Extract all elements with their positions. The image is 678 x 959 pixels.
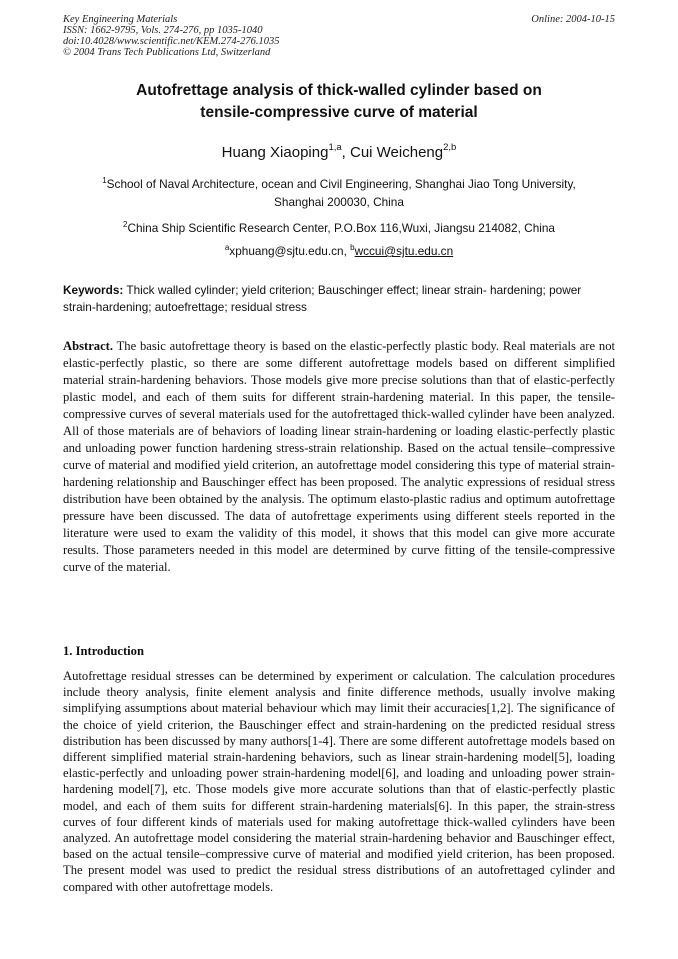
keywords [63, 282, 615, 315]
introduction-paragraph: Autofrettage residual stresses can be determined by experiment or calculation. The calculation procedures include theory analysis, finite element analysis and finite difference methods, usually involve making simplifying assumptions about material behaviour which may limit their accuracies[1,2]. The significance of the choice of yield criterion, the Bauschinger effect and strain-hardening on the predicted residual stress distribution has been discussed by many authors[1-4]. There are some different autofrettage models based on different simplified material strain-hardening behaviors, such as linear strain-hardening model[5], loading elastic-perfectly and unloading power strain-hardening model[6], and loading and unloading power strain-hardening model[7], etc. Those models give more accurate solutions than that of elastic-perfectly plastic model, and each of them suits for different strain-hardening materials[6]. In this paper, the strain-stress curves of four different kinds of materials used for making autofrettage thick-walled cylinders have been analyzed. An autofrettage model considering the material strain-hardening behavior and Bauschinger effect, based on the actual tensile–compressive curve of material and modified yield criterion, has been proposed. The present model was used to predict the residual stress distributions of an autofrettaged cylinder and compared with other autofrettage models. [63, 669, 615, 894]
affiliation-1-mark: 1 [102, 176, 107, 185]
title-line-1: Autofrettage analysis of thick-walled cylinder based on [136, 82, 542, 99]
abstract-text: The basic autofrettage theory is based on the elastic-perfectly plastic body. Real materials are not elastic-perfectly plastic, so there are some different autofrettage models based on different simplified material strain-hardening behaviors. Those models give more precise solutions than that of elastic-perfectly plastic model, and each of them suits for different strain-hardening material. In this paper, the tensile-compressive curves of several materials used for the autofrettaged thick-walled cylinder have been analyzed. All of those materials are of behaviors of loading linear strain-hardening or loading elastic-perfectly plastic and unloading power function hardening stress-strain relationship. Based on the actual tensile–compressive curve of material and modified yield criterion, an autofrettage model considering this type of material strain-hardening relationship and Bauschinger effect has been proposed. The analytic expressions of residual stress distribution have been obtained by the analysis. The optimum elasto-plastic radius and optimum autofrettage pressure have been discussed. The data of autofrettage experiments using different steels reported in the literature were used to exam the validity of this model, it shows that this model can give more accurate results. Those parameters needed in this model are determined by curve fitting of the tensile-compressive curve of the material. [63, 339, 615, 574]
author-2-affiliation-mark: 2,b [443, 142, 457, 153]
title-line-2: tensile-compressive curve of material [200, 104, 478, 121]
author-separator: , [341, 144, 350, 161]
author-2-name: Cui Weicheng [350, 144, 444, 161]
abstract-label: Abstract. [63, 339, 114, 353]
journal-issn: ISSN: 1662-9795, Vols. 274-276, pp 1035-1040 [63, 25, 263, 36]
journal-name: Key Engineering Materials [63, 14, 178, 25]
paper-title [63, 80, 615, 124]
affiliation-1-line-2: Shanghai 200030, China [274, 195, 404, 209]
author-list [63, 143, 615, 163]
keywords-text: Thick walled cylinder; yield criterion; Bauschinger effect; linear strain- hardening; power strain-hardening; autoefrettage; residual stress [63, 283, 582, 314]
email-line [63, 242, 615, 260]
email-a: xphuang@sjtu.edu.cn, [229, 244, 351, 258]
email-b-link[interactable]: wccui@sjtu.edu.cn [354, 244, 454, 258]
affiliation-2 [63, 219, 615, 237]
author-1-name: Huang Xiaoping [221, 144, 329, 161]
abstract [63, 338, 615, 576]
affiliation-1-line-1: School of Naval Architecture, ocean and Civil Engineering, Shanghai Jiao Tong University, [106, 177, 576, 191]
email-a-mark: a [224, 243, 230, 252]
journal-copyright: © 2004 Trans Tech Publications Ltd, Switzerland [63, 47, 271, 58]
author-1-affiliation-mark: 1,a [328, 142, 342, 153]
keywords-label: Keywords: [63, 283, 124, 297]
email-b-mark: b [350, 243, 355, 252]
section-heading-introduction: 1. Introduction [63, 644, 144, 658]
affiliation-2-text: China Ship Scientific Research Center, P.O.Box 116,Wuxi, Jiangsu 214082, China [127, 221, 555, 235]
online-date: Online: 2004-10-15 [531, 14, 615, 25]
affiliation-2-mark: 2 [122, 220, 128, 229]
journal-doi: doi:10.4028/www.scientific.net/KEM.274-276.1035 [63, 36, 280, 47]
journal-header [63, 14, 615, 58]
affiliation-1 [63, 175, 615, 211]
